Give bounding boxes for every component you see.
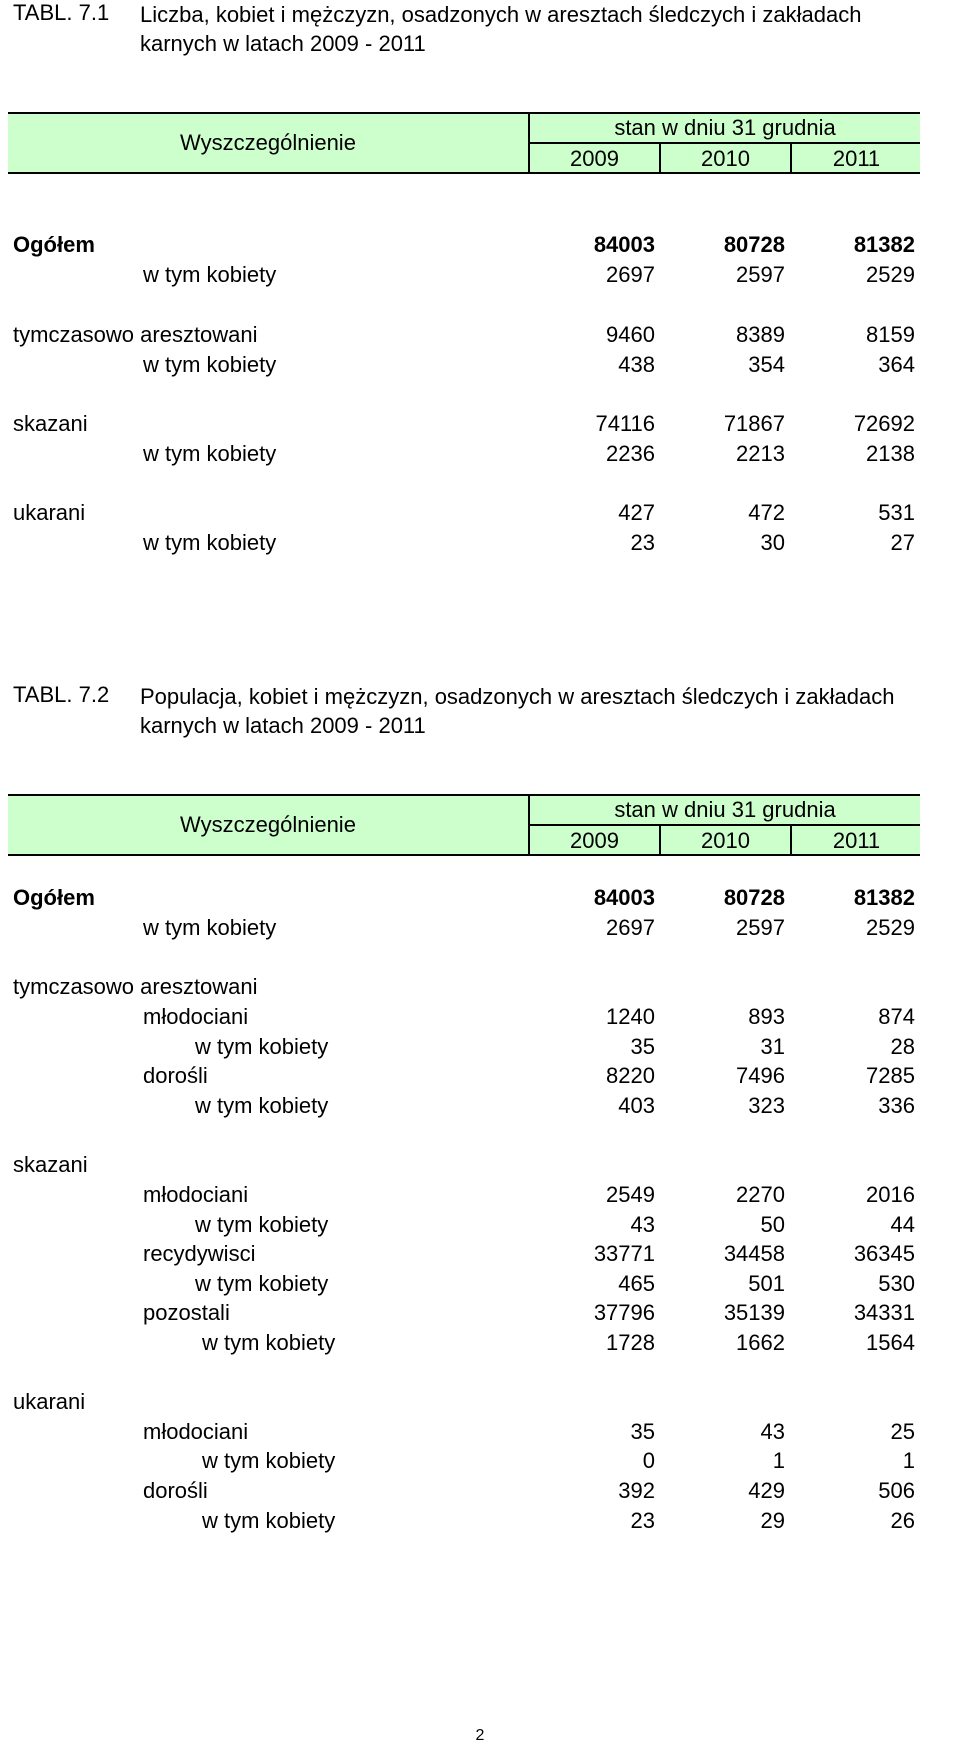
table-7-1-header	[8, 112, 920, 174]
value-2010: 1	[772, 1448, 785, 1473]
table-row	[0, 1508, 960, 1537]
value-2009: 74116	[595, 411, 655, 436]
value-2010: 30	[760, 530, 785, 555]
value-2011: 530	[878, 1271, 915, 1296]
table-row	[0, 885, 960, 914]
value-2011: 2016	[866, 1182, 915, 1207]
table-row	[0, 915, 960, 944]
value-2011: 34331	[853, 1300, 915, 1325]
value-2010: 893	[748, 1004, 785, 1029]
value-2011: 2529	[866, 262, 915, 287]
table-row	[0, 1330, 960, 1359]
table-row	[0, 974, 960, 1003]
value-2009: 33771	[593, 1241, 655, 1266]
header-year-2010: 2010	[661, 144, 792, 172]
value-2010: 472	[748, 500, 785, 525]
table-row	[0, 1448, 960, 1477]
value-2011: 2529	[866, 915, 915, 940]
value-2010: 7496	[736, 1063, 785, 1088]
row-label: Ogółem	[13, 885, 95, 910]
row-label: dorośli	[143, 1478, 208, 1503]
value-2010: 34458	[723, 1241, 785, 1266]
table-row	[0, 352, 960, 381]
value-2009: 427	[618, 500, 655, 525]
value-2009: 438	[618, 352, 655, 377]
value-2011: 1564	[866, 1330, 915, 1355]
value-2011: 531	[878, 500, 915, 525]
value-2010: 2597	[736, 915, 785, 940]
value-2009: 1240	[606, 1004, 655, 1029]
row-label: w tym kobiety	[202, 1330, 336, 1355]
table-row	[0, 1004, 960, 1033]
header-year-2009: 2009	[530, 826, 661, 854]
value-2011: 26	[890, 1508, 915, 1533]
table-row	[0, 411, 960, 440]
table-number: TABL. 7.2	[13, 682, 110, 707]
value-2011: 8159	[866, 322, 915, 347]
table-row	[0, 1212, 960, 1241]
row-label: skazani	[13, 1152, 88, 1177]
value-2009: 2549	[606, 1182, 655, 1207]
table-row	[0, 322, 960, 351]
table-row	[0, 1093, 960, 1122]
value-2009: 2697	[606, 262, 655, 287]
table-row	[0, 1152, 960, 1181]
row-label: młodociani	[143, 1182, 249, 1207]
row-label: w tym kobiety	[195, 1034, 329, 1059]
table-row	[0, 500, 960, 529]
row-label: w tym kobiety	[202, 1508, 336, 1533]
value-2010: 2270	[736, 1182, 785, 1207]
table-row	[0, 530, 960, 559]
row-label: tymczasowo aresztowani	[13, 322, 258, 347]
table-title: Populacja, kobiet i mężczyzn, osadzonych w aresztach śledczych i zakładach karnych w latach 2009 - 2011	[140, 684, 895, 738]
table-7-2-header	[8, 794, 920, 856]
header-group-cell	[530, 114, 920, 172]
value-2010: 354	[748, 352, 785, 377]
value-2009: 2697	[606, 915, 655, 940]
header-year-2010: 2010	[661, 826, 792, 854]
value-2010: 31	[760, 1034, 785, 1059]
value-2009: 43	[630, 1212, 655, 1237]
header-col-label: Wyszczególnienie	[180, 130, 356, 155]
row-label: w tym kobiety	[143, 530, 277, 555]
table-7-1-heading	[13, 0, 953, 60]
header-group-cell	[530, 796, 920, 854]
header-col-label-cell	[8, 796, 530, 854]
row-label: młodociani	[143, 1004, 249, 1029]
header-year-2011: 2011	[832, 828, 881, 853]
value-2011: 28	[890, 1034, 915, 1059]
table-number: TABL. 7.1	[13, 0, 110, 25]
value-2009: 84003	[593, 885, 655, 910]
table-row	[0, 1271, 960, 1300]
header-col-label: Wyszczególnienie	[180, 812, 356, 837]
value-2009: 0	[642, 1448, 655, 1473]
header-year-2011: 2011	[832, 146, 881, 171]
value-2011: 336	[878, 1093, 915, 1118]
row-label: skazani	[13, 411, 88, 436]
value-2009: 35	[630, 1034, 655, 1059]
row-label: Ogółem	[13, 232, 95, 257]
value-2010: 1662	[736, 1330, 785, 1355]
value-2010: 35139	[723, 1300, 785, 1325]
value-2011: 81382	[853, 885, 915, 910]
value-2009: 37796	[593, 1300, 655, 1325]
value-2011: 2138	[866, 441, 915, 466]
value-2010: 80728	[723, 232, 785, 257]
value-2010: 429	[748, 1478, 785, 1503]
value-2011: 72692	[853, 411, 915, 436]
value-2011: 506	[878, 1478, 915, 1503]
value-2011: 1	[902, 1448, 915, 1473]
value-2011: 36345	[853, 1241, 915, 1266]
row-label: w tym kobiety	[195, 1212, 329, 1237]
header-group-label: stan w dniu 31 grudnia	[614, 115, 836, 140]
value-2009: 465	[618, 1271, 655, 1296]
row-label: recydywisci	[143, 1241, 256, 1266]
value-2009: 8220	[606, 1063, 655, 1088]
value-2011: 44	[890, 1212, 915, 1237]
value-2009: 23	[630, 1508, 655, 1533]
value-2010: 8389	[736, 322, 785, 347]
table-row	[0, 232, 960, 261]
value-2010: 29	[760, 1508, 785, 1533]
table-row	[0, 1389, 960, 1418]
value-2009: 9460	[606, 322, 655, 347]
value-2010: 43	[760, 1419, 785, 1444]
table-row	[0, 1034, 960, 1063]
table-title: Liczba, kobiet i mężczyzn, osadzonych w aresztach śledczych i zakładach karnych w latach 2009 - 2011	[140, 2, 862, 56]
row-label: w tym kobiety	[143, 915, 277, 940]
value-2009: 392	[618, 1478, 655, 1503]
table-row	[0, 1478, 960, 1507]
value-2009: 35	[630, 1419, 655, 1444]
header-year-2009: 2009	[530, 144, 661, 172]
value-2009: 23	[630, 530, 655, 555]
table-row	[0, 1182, 960, 1211]
page-number: 2	[475, 1727, 485, 1744]
row-label: w tym kobiety	[143, 262, 277, 287]
value-2009: 84003	[593, 232, 655, 257]
table-row	[0, 1241, 960, 1270]
value-2010: 2213	[736, 441, 785, 466]
table-row	[0, 441, 960, 470]
row-label: w tym kobiety	[143, 441, 277, 466]
value-2011: 81382	[853, 232, 915, 257]
value-2010: 71867	[723, 411, 785, 436]
value-2010: 323	[748, 1093, 785, 1118]
row-label: tymczasowo aresztowani	[13, 974, 258, 999]
table-7-2-heading	[13, 682, 953, 742]
value-2011: 874	[878, 1004, 915, 1029]
row-label: młodociani	[143, 1419, 249, 1444]
value-2011: 364	[878, 352, 915, 377]
value-2010: 80728	[723, 885, 785, 910]
row-label: ukarani	[13, 1389, 86, 1414]
table-row	[0, 262, 960, 291]
table-row	[0, 1063, 960, 1092]
value-2010: 501	[748, 1271, 785, 1296]
header-years	[530, 824, 920, 856]
row-label: w tym kobiety	[202, 1448, 336, 1473]
value-2011: 27	[890, 530, 915, 555]
value-2010: 50	[760, 1212, 785, 1237]
table-row	[0, 1300, 960, 1329]
row-label: w tym kobiety	[195, 1093, 329, 1118]
row-label: ukarani	[13, 500, 86, 525]
header-years	[530, 142, 920, 174]
row-label: w tym kobiety	[195, 1271, 329, 1296]
value-2009: 403	[618, 1093, 655, 1118]
table-row	[0, 1419, 960, 1448]
header-col-label-cell	[8, 114, 530, 172]
value-2009: 2236	[606, 441, 655, 466]
row-label: dorośli	[143, 1063, 208, 1088]
row-label: pozostali	[143, 1300, 230, 1325]
value-2011: 25	[890, 1419, 915, 1444]
value-2011: 7285	[866, 1063, 915, 1088]
row-label: w tym kobiety	[143, 352, 277, 377]
value-2009: 1728	[606, 1330, 655, 1355]
value-2010: 2597	[736, 262, 785, 287]
header-group-label: stan w dniu 31 grudnia	[614, 797, 836, 822]
